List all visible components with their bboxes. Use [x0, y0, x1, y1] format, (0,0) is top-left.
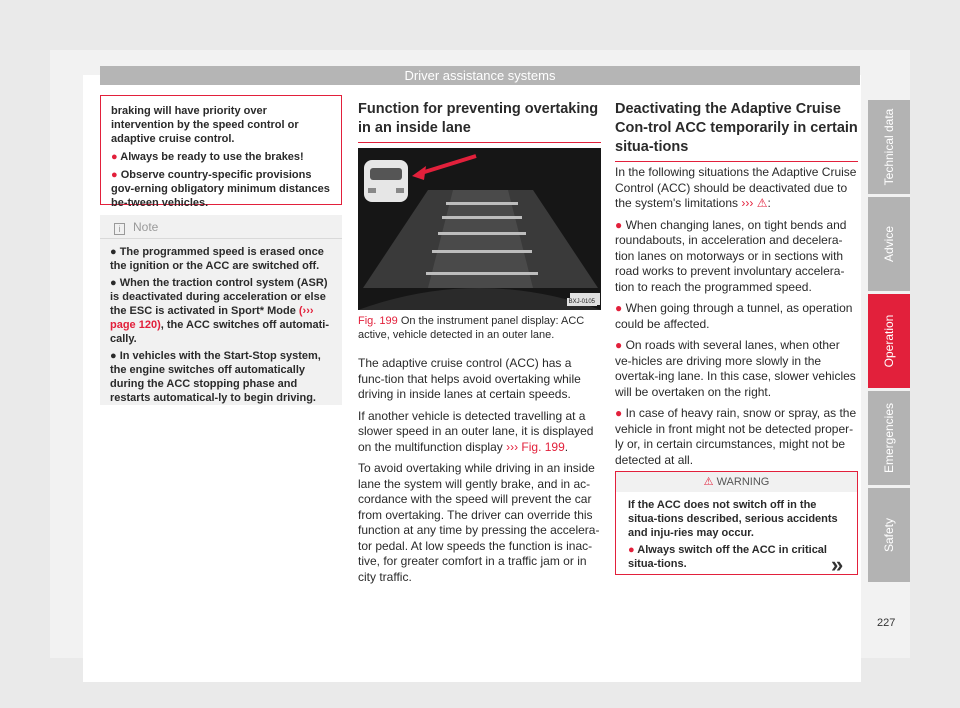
list-item: ● When changing lanes, on tight bends and roundabouts, in acceleration and decelera-tion lanes on motorways or in sections with road works to prevent involuntary accelera-tion to reach the programmed speed. [615, 217, 847, 294]
tab-advice[interactable]: Advice [868, 197, 910, 291]
tab-emergencies[interactable]: Emergencies [868, 391, 910, 485]
note-header [100, 215, 342, 239]
list-item: ● On roads with several lanes, when other ve-hicles are driving more slowly in the overtak-ing lane. In this case, slower vehicles will be overtaken on the right. [615, 338, 856, 399]
bullet-icon: ● [628, 544, 638, 556]
figure-caption: Fig. 199 On the instrument panel display: ACC active, vehicle detected in an outer lane. [358, 315, 585, 341]
list-item: ● In case of heavy rain, snow or spray, as the vehicle in front might not be detected proper-ly or, in certain circumstances, might not be detected at all. [615, 406, 857, 467]
paragraph: To avoid overtaking while driving in an inside lane the system will gently brake, and in ac-cordance with the speed will prevent the car from overtaking. The driver can override this function at any time by pressing the accelera-tor pedal. At low speeds the function is inac-tive, for greater comfort in a traffic jam or in city traffic. [358, 461, 600, 584]
warning-link[interactable]: ››› [741, 196, 754, 210]
bullet-icon: ● [110, 246, 120, 258]
bullet-icon: ● [111, 169, 121, 181]
bullet-icon: ● [110, 277, 120, 289]
warning-bullet: ● Always be ready to use the brakes! [111, 151, 304, 163]
warning-bullet: ● Always switch off the ACC in critical situa-tions. [628, 544, 827, 570]
warning-triangle-icon: ⚠ [756, 196, 768, 210]
warning-intro: braking will have priority over intervention by the speed control or adaptive cruise control. [111, 105, 299, 145]
warning-body [616, 492, 857, 580]
middle-heading-wrap [358, 100, 601, 143]
section-heading: Function for preventing overtaking in an inside lane [358, 100, 601, 143]
info-icon: i [114, 223, 125, 235]
tab-safety[interactable]: Safety [868, 488, 910, 582]
bullet-icon: ● [615, 301, 626, 315]
note-label: Note [133, 220, 159, 234]
bullet-icon: ● [110, 350, 120, 362]
right-body [615, 165, 858, 474]
bullet-icon: ● [615, 406, 626, 420]
figure-link[interactable]: ››› Fig. 199 [506, 439, 565, 454]
page-header: Driver assistance systems [100, 66, 860, 85]
section-heading: Deactivating the Adaptive Cruise Con-trol ACC temporarily in certain situa-tions [615, 100, 858, 162]
warning-bullet: ● Observe country-specific provisions gov-erning obligatory minimum distances be-tween vehicles. [111, 169, 330, 209]
note-body [100, 239, 342, 414]
paragraph: In the following situations the Adaptive Cruise Control (ACC) should be deactivated due to the system's limitations ››› ⚠: [615, 165, 857, 210]
paragraph: The adaptive cruise control (ACC) has a func-tion that helps avoid overtaking while driving in inside lanes at certain speeds. [358, 356, 581, 401]
warning-text: If the ACC does not switch off in the situa-tions described, serious accidents and inju-ries may occur. [628, 499, 838, 539]
warning-triangle-icon: ⚠ [703, 476, 714, 488]
tab-technical-data[interactable]: Technical data [868, 100, 910, 194]
figure-code: BXJ-0105 [568, 299, 595, 305]
note-bullet: ● The programmed speed is erased once the ignition or the ACC are switched off. [110, 246, 324, 272]
warning-box [615, 471, 858, 575]
note-bullet: ● When the traction control system (ASR) is deactivated during acceleration or else the ESC is activated in Sport* Mode (››› page 120), the ACC switches off automati-cally. [110, 277, 330, 345]
bullet-icon: ● [615, 338, 626, 352]
paragraph: If another vehicle is detected travelling at a slower speed in an outer lane, it is displayed on the multifunction display ››› Fig. 199. [358, 408, 594, 454]
continue-arrow-icon[interactable]: » [831, 552, 844, 577]
figure-label: Fig. 199 [358, 315, 398, 327]
page-number: 227 [877, 617, 896, 629]
right-heading-wrap [615, 100, 858, 162]
figure-instrument-display [358, 148, 601, 310]
warning-label: WARNING [716, 476, 770, 488]
middle-body [358, 356, 601, 591]
list-item: ● When going through a tunnel, as operation could be affected. [615, 301, 853, 331]
bullet-icon: ● [111, 151, 121, 163]
note-box [100, 215, 342, 405]
instrument-display-illustration [358, 148, 601, 310]
tab-operation[interactable]: Operation [868, 294, 910, 388]
warning-header [616, 472, 857, 492]
warning-continued-box [100, 95, 342, 209]
bullet-icon: ● [615, 217, 626, 232]
page-link[interactable]: (››› page 120) [110, 305, 314, 331]
note-bullet: ● In vehicles with the Start-Stop system, the engine switches off automatically during the ACC stopping phase and restarts automatical-ly to begin driving. [110, 350, 321, 404]
